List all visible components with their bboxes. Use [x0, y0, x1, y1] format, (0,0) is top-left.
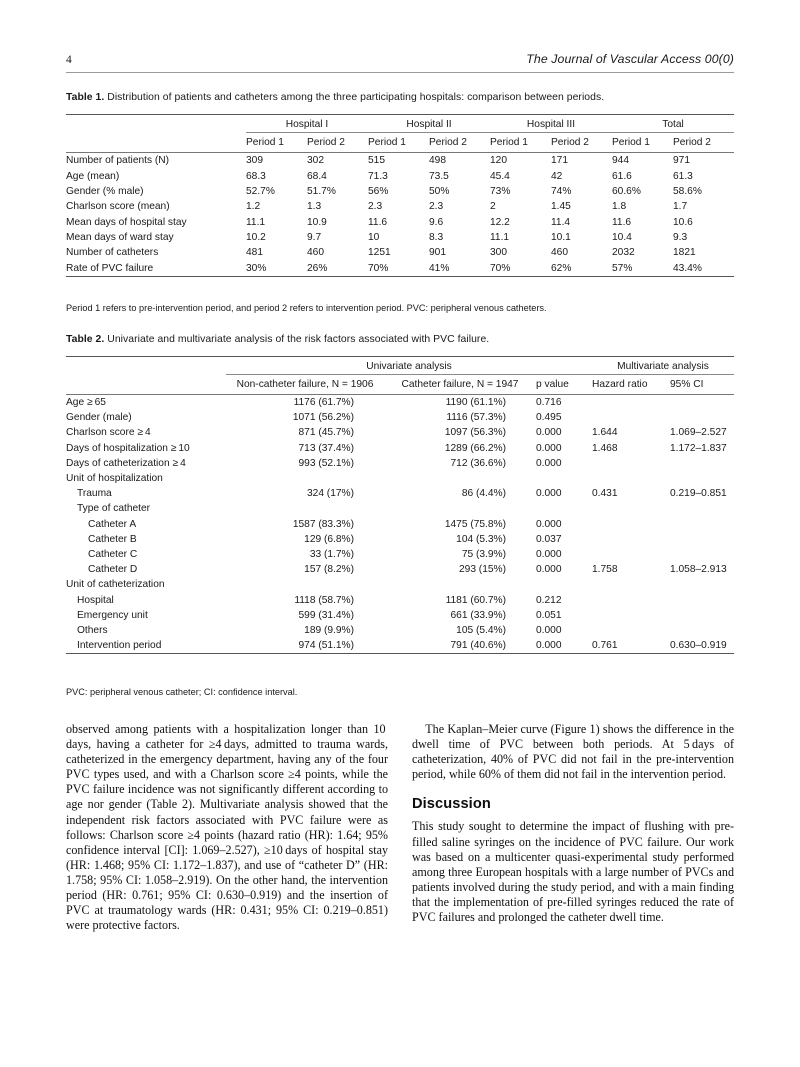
- table1-cell: 302: [307, 155, 324, 167]
- table2-column-header: p value: [536, 375, 592, 395]
- table2-corner-cell: [66, 375, 226, 395]
- table1-cell: 73.5: [429, 170, 449, 182]
- table2-row-label: Others: [77, 624, 108, 636]
- table2-row-label: Catheter D: [88, 564, 138, 576]
- table2-cell: [670, 456, 734, 471]
- table1-cell: 71.3: [368, 170, 388, 182]
- table1-cell: 498: [429, 155, 446, 167]
- journal-title: The Journal of Vascular Access 00(0): [526, 52, 734, 66]
- section-heading-discussion: Discussion: [412, 796, 491, 813]
- table2-cell: 1.172–1.837: [670, 442, 727, 454]
- table2-cell: 105 (5.4%): [456, 624, 506, 636]
- table2-cell: [670, 471, 734, 486]
- table2-caption: [66, 334, 734, 345]
- table1-group-header: Hospital II: [368, 115, 490, 134]
- table1-cell: 41%: [429, 261, 490, 277]
- table1-cell: 9.7: [307, 232, 322, 244]
- table2-cell: [670, 517, 734, 532]
- table1-cell: 300: [490, 247, 507, 259]
- table1-period-header-row: [66, 133, 734, 153]
- table2-cell: 0.051: [536, 609, 562, 621]
- table2-cell: [592, 395, 670, 411]
- table2-cell: 157 (8.2%): [304, 564, 354, 576]
- table1-cell: 2.3: [429, 201, 444, 213]
- table2-cell: 0.212: [536, 594, 562, 606]
- table1-cell: 1.45: [551, 201, 571, 213]
- table1-cell: 52.7%: [246, 185, 275, 197]
- table1-cell: 515: [368, 155, 385, 167]
- table2-cell: 86 (4.4%): [461, 488, 506, 500]
- table2-cell: 0.716: [536, 397, 562, 409]
- table2-row-label: Intervention period: [66, 638, 226, 654]
- table2-cell: [536, 471, 592, 486]
- table2-group-header-row: [66, 357, 734, 376]
- table2-cell: [536, 501, 592, 516]
- table1-cell: 10.9: [307, 216, 327, 228]
- table1-cell: 62%: [551, 261, 612, 277]
- table1-cell: 11.1: [490, 232, 510, 244]
- table2-cell: [670, 410, 734, 425]
- table2-cell: 0.037: [536, 533, 562, 545]
- table2-cell: 1.058–2.913: [670, 564, 727, 576]
- table2-cell: 1190 (61.1%): [445, 397, 506, 409]
- table1-cell: 1.2: [246, 201, 261, 213]
- table2-cell: 791 (40.6%): [384, 638, 536, 654]
- table1-cell: 45.4: [490, 170, 510, 182]
- table1-cell: 74%: [551, 185, 572, 197]
- table2-column-header: Catheter failure, N = 1947: [384, 375, 536, 395]
- table1-cell: 10.1: [551, 232, 571, 244]
- table1-cell: 481: [246, 247, 263, 259]
- table1-cell: 57%: [612, 261, 673, 277]
- table1-row-label: Charlson score (mean): [66, 201, 170, 213]
- table1-group-header: Hospital III: [490, 115, 612, 134]
- table2-row: [66, 410, 734, 425]
- table2-cell: 33 (1.7%): [309, 548, 354, 560]
- table1-cell: 10.4: [612, 232, 632, 244]
- table1-cell: 70%: [490, 261, 551, 277]
- table1-cell: 68.4: [307, 170, 327, 182]
- table2-cell: [670, 608, 734, 623]
- table2-cell: 129 (6.8%): [304, 533, 354, 545]
- table2-row: [66, 547, 734, 562]
- table1-cell: 171: [551, 155, 568, 167]
- table2-row-label: Days of catheterization ≥ 4: [66, 457, 186, 469]
- table1-cell: 42: [551, 170, 563, 182]
- table1-column-header: Period 2: [673, 133, 734, 153]
- table1-row-label: Number of catheters: [66, 247, 159, 259]
- table2-cell: 0.000: [536, 564, 562, 576]
- table1-cell: 944: [612, 155, 629, 167]
- table2-row: [66, 623, 734, 638]
- table1-row-label: Rate of PVC failure: [66, 261, 246, 277]
- running-head-rule: [66, 72, 734, 73]
- table2-cell: 1.069–2.527: [670, 427, 727, 439]
- page-number: 4: [66, 54, 72, 66]
- table2-cell: [670, 577, 734, 592]
- table2-row: [66, 501, 734, 516]
- table2-cell: [592, 517, 670, 532]
- table2-row-label: Catheter B: [88, 533, 137, 545]
- table1-cell: 1821: [673, 247, 696, 259]
- table1-cell: 68.3: [246, 170, 266, 182]
- table2-row-label: Gender (male): [66, 412, 132, 424]
- table1-cell: 971: [673, 155, 690, 167]
- running-head: [66, 52, 734, 66]
- table1-corner-cell: [66, 115, 246, 134]
- table2-cell: 0.000: [536, 624, 562, 636]
- table1-corner-cell: [66, 133, 246, 153]
- table1-cell: 26%: [307, 261, 368, 277]
- table1-cell: 11.1: [246, 216, 266, 228]
- table2-row-label: Catheter C: [88, 548, 138, 560]
- table2-caption-label: Table 2.: [66, 334, 105, 345]
- table2-cell: 1.468: [592, 442, 618, 454]
- table2-cell: 0.000: [536, 638, 592, 654]
- table1-cell: 70%: [368, 261, 429, 277]
- table2-cell: [384, 501, 536, 516]
- table1-caption: [66, 92, 734, 103]
- table1-row-label: Mean days of hospital stay: [66, 216, 187, 228]
- table1-cell: 309: [246, 155, 263, 167]
- paragraph-kaplan-meier: The Kaplan–Meier curve (Figure 1) shows the difference in the dwell time of PVC between both periods. At 5 days of catheterization, 40% of PVC did not fail in the pre-intervention period, while 60% of them did not fail in the intervention period.: [412, 722, 734, 782]
- table2-row: [66, 486, 734, 501]
- table2-row-label: Days of hospitalization ≥ 10: [66, 442, 190, 454]
- table2-row-label: Unit of hospitalization: [66, 473, 163, 485]
- table1-cell: 50%: [429, 185, 450, 197]
- table2-cell: 324 (17%): [306, 488, 354, 500]
- table2-cell: [592, 592, 670, 607]
- table1-cell: 901: [429, 247, 446, 259]
- table2-cell: 0.000: [536, 518, 562, 530]
- table1-cell: 60.6%: [612, 185, 641, 197]
- table1-cell: 10: [368, 232, 380, 244]
- table1-column-header: Period 1: [612, 133, 673, 153]
- table1-cell: 2: [490, 201, 496, 213]
- table1-column-header: Period 1: [490, 133, 551, 153]
- paragraph-continuation: observed among patients with a hospitalization longer than 10 days, having a catheter for ≥4 days, admitted to trauma wards, catheterized in the emergency department, having any of the four PVC types used, and with a Charlson score ≥4 points, while the PVC failure incidence was not significantly different according to age nor gender (Table 2). Multivariate analysis showed that the independent risk factors associated with PVC failure were as follows: Charlson score ≥4 points (hazard ratio (HR): 1.64; 95% confidence interval [CI]: 1.069–2.527), ≥10 days of hospital stay (HR: 1.468; 95% CI: 1.172–1.837), and use of “catheter D” (HR: 1.758; 95% CI: 1.058–2.919). On the other hand, the intervention period (HR: 0.761; 95% CI: 0.630–0.919) and the insertion of PVC at traumatology wards (HR: 0.431; 95% CI: 0.219–0.851) were protective factors.: [66, 722, 388, 933]
- table1-cell: 61.6: [612, 170, 632, 182]
- table2-column-header: 95% CI: [670, 375, 734, 395]
- table2-row: [66, 592, 734, 607]
- table2-cell: [670, 547, 734, 562]
- table1-row: [66, 199, 734, 214]
- table2-cell: 0.000: [536, 442, 562, 454]
- table1-cell: 2032: [612, 247, 635, 259]
- table2-cell: 0.000: [536, 427, 562, 439]
- table2-cell: 974 (51.1%): [226, 638, 384, 654]
- table1-cell: 61.3: [673, 170, 693, 182]
- table2-cell: [592, 410, 670, 425]
- table2-column-header-row: [66, 375, 734, 395]
- body-column-right: [412, 722, 734, 925]
- table1-row-label: Gender (% male): [66, 185, 144, 197]
- table1-cell: 30%: [246, 261, 307, 277]
- table2-cell: 0.630–0.919: [670, 638, 734, 654]
- table1-cell: 10.2: [246, 232, 266, 244]
- table1-row: [66, 153, 734, 169]
- table1-cell: 58.6%: [673, 185, 702, 197]
- table2-cell: 1.644: [592, 427, 618, 439]
- table2-cell: [226, 577, 384, 592]
- table2-cell: [592, 577, 670, 592]
- table1-cell: 73%: [490, 185, 511, 197]
- table1-column-header: Period 1: [368, 133, 429, 153]
- table1-cell: 56%: [368, 185, 389, 197]
- table2-cell: 0.761: [592, 638, 670, 654]
- table2-row-label: Catheter A: [88, 518, 137, 530]
- table1-column-header: Period 2: [429, 133, 490, 153]
- table2-cell: [226, 471, 384, 486]
- table2-cell: [592, 501, 670, 516]
- table2-cell: 993 (52.1%): [298, 457, 354, 469]
- table2-cell: 189 (9.9%): [304, 624, 354, 636]
- body-column-left: [66, 722, 388, 933]
- table1-cell: 9.6: [429, 216, 444, 228]
- table2: [66, 356, 734, 654]
- table1-cell: 51.7%: [307, 185, 336, 197]
- table2-row: [66, 517, 734, 532]
- table2-row-label: Type of catheter: [77, 503, 151, 515]
- table2-group-header: Multivariate analysis: [592, 357, 734, 376]
- table2-cell: 0.000: [536, 488, 562, 500]
- table1-row-label: Number of patients (N): [66, 155, 170, 167]
- table2-cell: 293 (15%): [458, 564, 506, 576]
- table2-row-label: Hospital: [77, 594, 114, 606]
- table1-cell: 1251: [368, 247, 391, 259]
- table2-cell: 712 (36.6%): [450, 457, 506, 469]
- table1-cell: 120: [490, 155, 507, 167]
- table2-cell: 1176 (61.7%): [293, 397, 354, 409]
- table2-cell: 1475 (75.8%): [444, 518, 506, 530]
- table1-cell: 1.3: [307, 201, 322, 213]
- table1-group-header-row: [66, 115, 734, 134]
- table2-row: [66, 638, 734, 654]
- table1-cell: 10.6: [673, 216, 693, 228]
- table2-cell: 75 (3.9%): [461, 548, 506, 560]
- table1-caption-text: Distribution of patients and catheters among the three participating hospitals: comparison between periods.: [107, 92, 605, 103]
- table1-cell: 11.6: [368, 216, 388, 228]
- table2-cell: 1118 (58.7%): [294, 594, 354, 606]
- table2-cell: [592, 532, 670, 547]
- table1-cell: 460: [551, 247, 568, 259]
- table1-row: [66, 230, 734, 245]
- table1-cell: 8.3: [429, 232, 444, 244]
- table2-column-header: Hazard ratio: [592, 375, 670, 395]
- table2-cell: [384, 577, 536, 592]
- table2-note: PVC: peripheral venous catheter; CI: confidence interval.: [66, 687, 298, 697]
- table2-row-label: Trauma: [77, 488, 112, 500]
- table1-cell: 2.3: [368, 201, 383, 213]
- table2-row: [66, 395, 734, 411]
- table1-column-header: Period 2: [551, 133, 612, 153]
- table2-group-header: Univariate analysis: [226, 357, 592, 376]
- table1: [66, 114, 734, 277]
- table2-column-header: Non-catheter failure, N = 1906: [226, 375, 384, 395]
- table1-row: [66, 168, 734, 183]
- table1-cell: 11.4: [551, 216, 571, 228]
- table2-cell: [670, 395, 734, 411]
- table2-cell: 871 (45.7%): [298, 427, 354, 439]
- table2-cell: 0.000: [536, 548, 562, 560]
- table2-corner-cell: [66, 357, 226, 376]
- table2-cell: [592, 471, 670, 486]
- table1-row: [66, 261, 734, 277]
- table2-row: [66, 562, 734, 577]
- table2-cell: [592, 456, 670, 471]
- table2-cell: 1587 (83.3%): [292, 518, 354, 530]
- table1-column-header: Period 1: [246, 133, 307, 153]
- table2-caption-text: Univariate and multivariate analysis of the risk factors associated with PVC failure.: [107, 334, 490, 345]
- table2-row-label: Emergency unit: [77, 609, 148, 621]
- table2-cell: 661 (33.9%): [450, 609, 506, 621]
- paragraph-discussion-1: This study sought to determine the impact of flushing with pre-filled saline syringes on the incidence of PVC failure. Our work was based on a multicenter quasi-experimental study performed among three European hospitals with a large number of PVCs and patients involved during the study period, and with a main finding that the implementation of pre-filled syringes reduced the rate of PVC failures and prolonged the catheter dwell time.: [412, 819, 734, 925]
- table2-row-label: Charlson score ≥ 4: [66, 427, 151, 439]
- table2-cell: 1097 (56.3%): [444, 427, 506, 439]
- table1-row: [66, 245, 734, 260]
- table1-cell: 460: [307, 247, 324, 259]
- table1-cell: 9.3: [673, 232, 688, 244]
- table2-cell: 713 (37.4%): [298, 442, 354, 454]
- table2-cell: 1181 (60.7%): [445, 594, 506, 606]
- table2-row: [66, 471, 734, 486]
- table2-cell: 0.000: [536, 457, 562, 469]
- table1-row-label: Mean days of ward stay: [66, 232, 174, 244]
- table2-cell: [536, 577, 592, 592]
- table2-cell: 104 (5.3%): [456, 533, 506, 545]
- table2-row-label: Age ≥ 65: [66, 397, 106, 409]
- table2-cell: [670, 623, 734, 638]
- table2-cell: [670, 501, 734, 516]
- table2-cell: 0.495: [536, 412, 562, 424]
- table1-group-header: Total: [612, 115, 734, 134]
- table2-cell: [670, 592, 734, 607]
- table2-row-label: Unit of catheterization: [66, 579, 165, 591]
- table1-row: [66, 215, 734, 230]
- table2-cell: 1.758: [592, 564, 618, 576]
- table1-caption-label: Table 1.: [66, 92, 105, 103]
- table2-row: [66, 532, 734, 547]
- table1-row-label: Age (mean): [66, 170, 120, 182]
- table1-cell: 1.8: [612, 201, 627, 213]
- table2-row: [66, 441, 734, 456]
- table2-row: [66, 608, 734, 623]
- table2-row: [66, 577, 734, 592]
- table2-cell: [592, 547, 670, 562]
- table2-row: [66, 425, 734, 440]
- table2-cell: [384, 471, 536, 486]
- table1-cell: 11.6: [612, 216, 632, 228]
- table1-cell: 12.2: [490, 216, 510, 228]
- table2-cell: [592, 608, 670, 623]
- table2-cell: 1289 (66.2%): [444, 442, 506, 454]
- table1-cell: 1.7: [673, 201, 688, 213]
- table1-group-header: Hospital I: [246, 115, 368, 134]
- table1-column-header: Period 2: [307, 133, 368, 153]
- table2-cell: 1116 (57.3%): [446, 412, 506, 424]
- table2-cell: [226, 501, 384, 516]
- table2-cell: [670, 532, 734, 547]
- table1-note: Period 1 refers to pre-intervention period, and period 2 refers to intervention period. PVC: peripheral venous catheters.: [66, 303, 547, 313]
- table2-cell: 0.431: [592, 488, 618, 500]
- table2-cell: 0.219–0.851: [670, 488, 727, 500]
- table2-row: [66, 456, 734, 471]
- table1-cell: 43.4%: [673, 261, 734, 277]
- table2-cell: [592, 623, 670, 638]
- table1-row: [66, 184, 734, 199]
- table2-cell: 599 (31.4%): [298, 609, 354, 621]
- table2-cell: 1071 (56.2%): [292, 412, 354, 424]
